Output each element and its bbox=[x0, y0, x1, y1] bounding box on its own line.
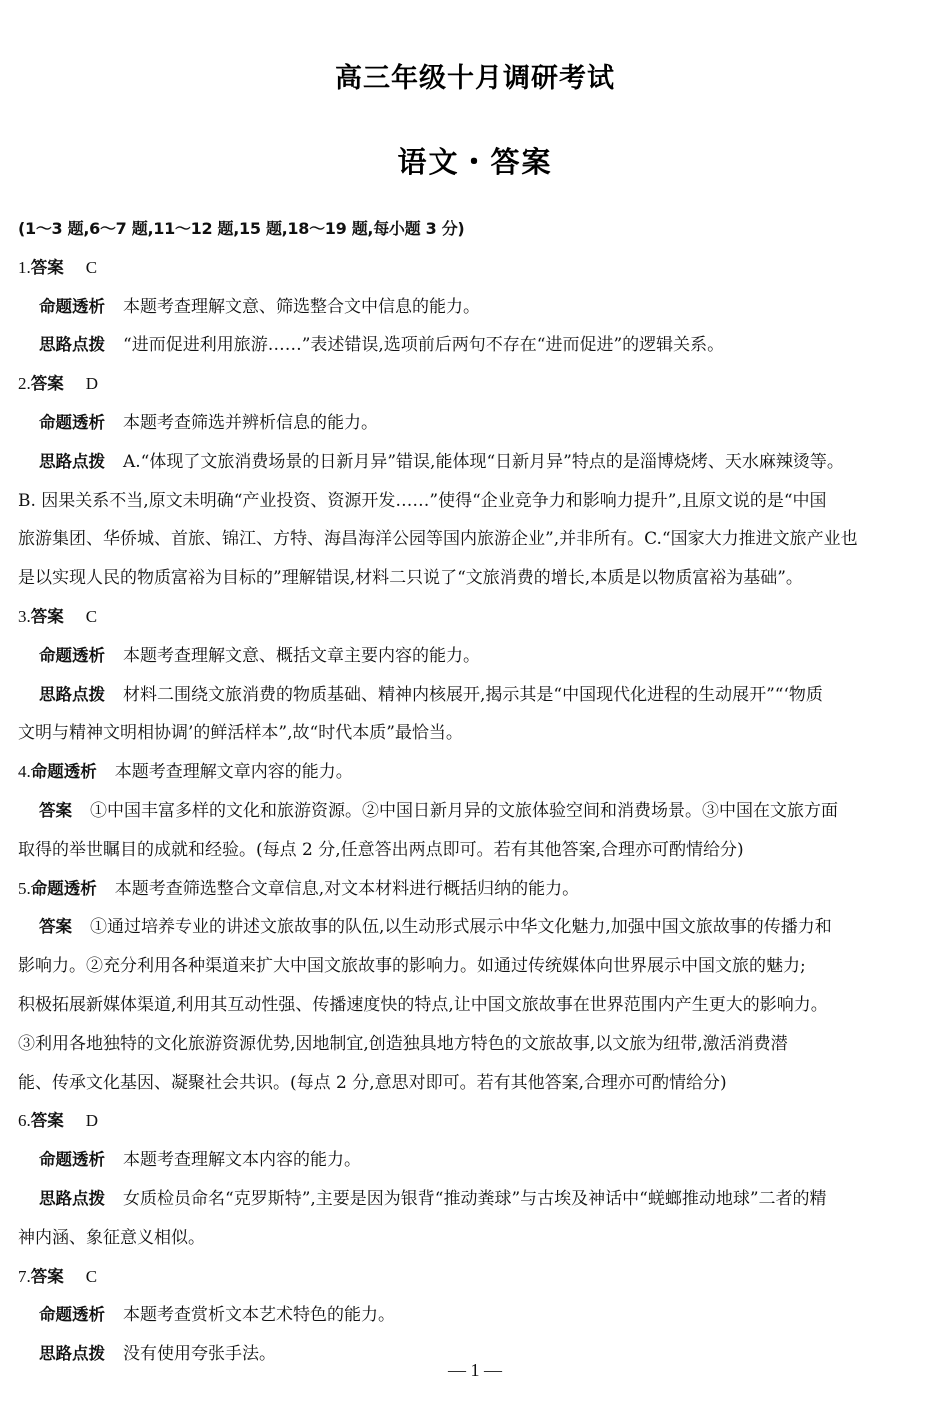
hint-continuation: 是以实现人民的物质富裕为目标的”理解错误,材料二只说了“文旅消费的增长,本质是以物质富裕为基础”。 bbox=[18, 568, 803, 589]
answer-value: C bbox=[85, 1266, 98, 1286]
answer-text: ①中国丰富多样的文化和旅游资源。②中国日新月异的文旅体验空间和消费场景。③中国在文旅方面 bbox=[90, 800, 838, 821]
analysis-label: 命题透析 bbox=[39, 645, 105, 665]
analysis-label: 命题透析 bbox=[30, 762, 97, 782]
question-4-answer bbox=[18, 792, 932, 831]
analysis-label: 命题透析 bbox=[39, 1150, 105, 1170]
answer-continuation: 能、传承文化基因、凝聚社会共识。(每点 2 分,意思对即可。若有其他答案,合理亦可酌情给分) bbox=[18, 1072, 727, 1093]
question-7-answer bbox=[18, 1258, 932, 1297]
hint-label: 思路点拨 bbox=[39, 684, 105, 704]
answer-continuation: 影响力。②充分利用各种渠道来扩大中国文旅故事的影响力。如通过传统媒体向世界展示中国文旅的魅力; bbox=[18, 956, 806, 977]
hint-continuation: 文明与精神文明相协调’的鲜活样本”,故“时代本质”最恰当。 bbox=[18, 723, 463, 744]
hint-continuation: 旅游集团、华侨城、首旅、锦江、方特、海昌海洋公园等国内旅游企业”,并非所有。C.“国家大力推进文旅产业也 bbox=[18, 529, 858, 550]
analysis-text: 本题考查赏析文本艺术特色的能力。 bbox=[123, 1305, 395, 1326]
hint-label: 思路点拨 bbox=[39, 1188, 105, 1208]
question-number: 6. bbox=[18, 1111, 31, 1131]
answer-continuation: 积极拓展新媒体渠道,利用其互动性强、传播速度快的特点,让中国文旅故事在世界范围内产生更大的影响力。 bbox=[18, 994, 828, 1015]
hint-label: 思路点拨 bbox=[39, 1344, 105, 1364]
answer-label: 答案 bbox=[39, 800, 72, 820]
analysis-label: 命题透析 bbox=[39, 296, 105, 316]
question-7-analysis bbox=[18, 1296, 932, 1335]
analysis-text: 本题考查理解文意、概括文章主要内容的能力。 bbox=[123, 645, 480, 666]
hint-label: 思路点拨 bbox=[39, 335, 105, 355]
answer-value: D bbox=[85, 1111, 99, 1131]
question-number: 7. bbox=[18, 1266, 31, 1286]
question-4-analysis bbox=[18, 753, 932, 792]
answer-label: 答案 bbox=[30, 1111, 64, 1131]
question-1-hint bbox=[18, 326, 932, 365]
question-2-hint bbox=[18, 443, 932, 482]
answer-value: C bbox=[85, 606, 98, 626]
answer-text: ①通过培养专业的讲述文旅故事的队伍,以生动形式展示中华文化魅力,加强中国文旅故事的传播力和 bbox=[90, 917, 832, 938]
answer-value: C bbox=[85, 257, 98, 277]
question-number: 3. bbox=[18, 606, 31, 626]
analysis-text: 本题考查筛选并辨析信息的能力。 bbox=[123, 412, 378, 433]
subject-title: 语文・答案 bbox=[397, 145, 553, 179]
question-3-answer bbox=[18, 598, 932, 637]
answer-content bbox=[18, 210, 932, 1374]
question-1-answer bbox=[18, 249, 932, 288]
question-3-hint bbox=[18, 676, 932, 715]
answer-label: 答案 bbox=[30, 1266, 64, 1286]
question-number: 1. bbox=[18, 257, 31, 277]
analysis-text: 本题考查理解文章内容的能力。 bbox=[114, 762, 353, 783]
answer-label: 答案 bbox=[30, 257, 64, 277]
question-6-analysis bbox=[18, 1141, 932, 1180]
analysis-text: 本题考查筛选整合文章信息,对文本材料进行概括归纳的能力。 bbox=[114, 878, 580, 899]
answer-continuation: 取得的举世瞩目的成就和经验。(每点 2 分,任意答出两点即可。若有其他答案,合理亦可酌情给分) bbox=[18, 839, 744, 860]
answer-continuation: ③利用各地独特的文化旅游资源优势,因地制宜,创造独具地方特色的文旅故事,以文旅为纽带,激活消费潜 bbox=[18, 1033, 788, 1054]
hint-continuation: 神内涵、象征意义相似。 bbox=[18, 1227, 205, 1248]
hint-text: 材料二围绕文旅消费的物质基础、精神内核展开,揭示其是“中国现代化进程的生动展开”“‘物质 bbox=[123, 684, 823, 705]
analysis-label: 命题透析 bbox=[39, 1305, 105, 1325]
hint-text: 女质检员命名“克罗斯特”,主要是因为银背“推动粪球”与古埃及神话中“蜣螂推动地球”二者的精 bbox=[123, 1188, 827, 1209]
scoring-note: (1～3 题,6～7 题,11～12 题,15 题,18～19 题,每小题 3 分) bbox=[18, 219, 465, 238]
analysis-text: 本题考查理解文本内容的能力。 bbox=[123, 1150, 361, 1171]
answer-label: 答案 bbox=[39, 917, 72, 937]
question-2-answer bbox=[18, 365, 932, 404]
answer-value: D bbox=[85, 374, 99, 394]
page-number: — 1 — bbox=[448, 1360, 502, 1380]
question-5-analysis bbox=[18, 870, 932, 909]
question-number: 5. bbox=[18, 878, 31, 898]
question-3-analysis bbox=[18, 637, 932, 676]
exam-title: 高三年级十月调研考试 bbox=[335, 63, 615, 94]
hint-text: A.“体现了文旅消费场景的日新月异”错误,能体现“日新月异”特点的是淄博烧烤、天水麻辣烫等。 bbox=[123, 451, 844, 472]
question-6-answer bbox=[18, 1102, 932, 1141]
question-5-answer bbox=[18, 908, 932, 947]
question-number: 2. bbox=[18, 374, 31, 394]
analysis-label: 命题透析 bbox=[39, 412, 105, 432]
hint-continuation: B. 因果关系不当,原文未明确“产业投资、资源开发……”使得“企业竞争力和影响力提升”,且原文说的是“中国 bbox=[18, 490, 827, 511]
hint-label: 思路点拨 bbox=[39, 451, 105, 471]
hint-text: 没有使用夸张手法。 bbox=[123, 1344, 276, 1365]
question-number: 4. bbox=[18, 762, 31, 782]
question-1-analysis bbox=[18, 288, 932, 327]
answer-label: 答案 bbox=[30, 374, 64, 394]
analysis-label: 命题透析 bbox=[30, 878, 97, 898]
analysis-text: 本题考查理解文意、筛选整合文中信息的能力。 bbox=[123, 296, 480, 317]
question-6-hint bbox=[18, 1180, 932, 1219]
question-2-analysis bbox=[18, 404, 932, 443]
hint-text: “进而促进利用旅游……”表述错误,选项前后两句不存在“进而促进”的逻辑关系。 bbox=[123, 335, 725, 356]
answer-label: 答案 bbox=[30, 606, 64, 626]
